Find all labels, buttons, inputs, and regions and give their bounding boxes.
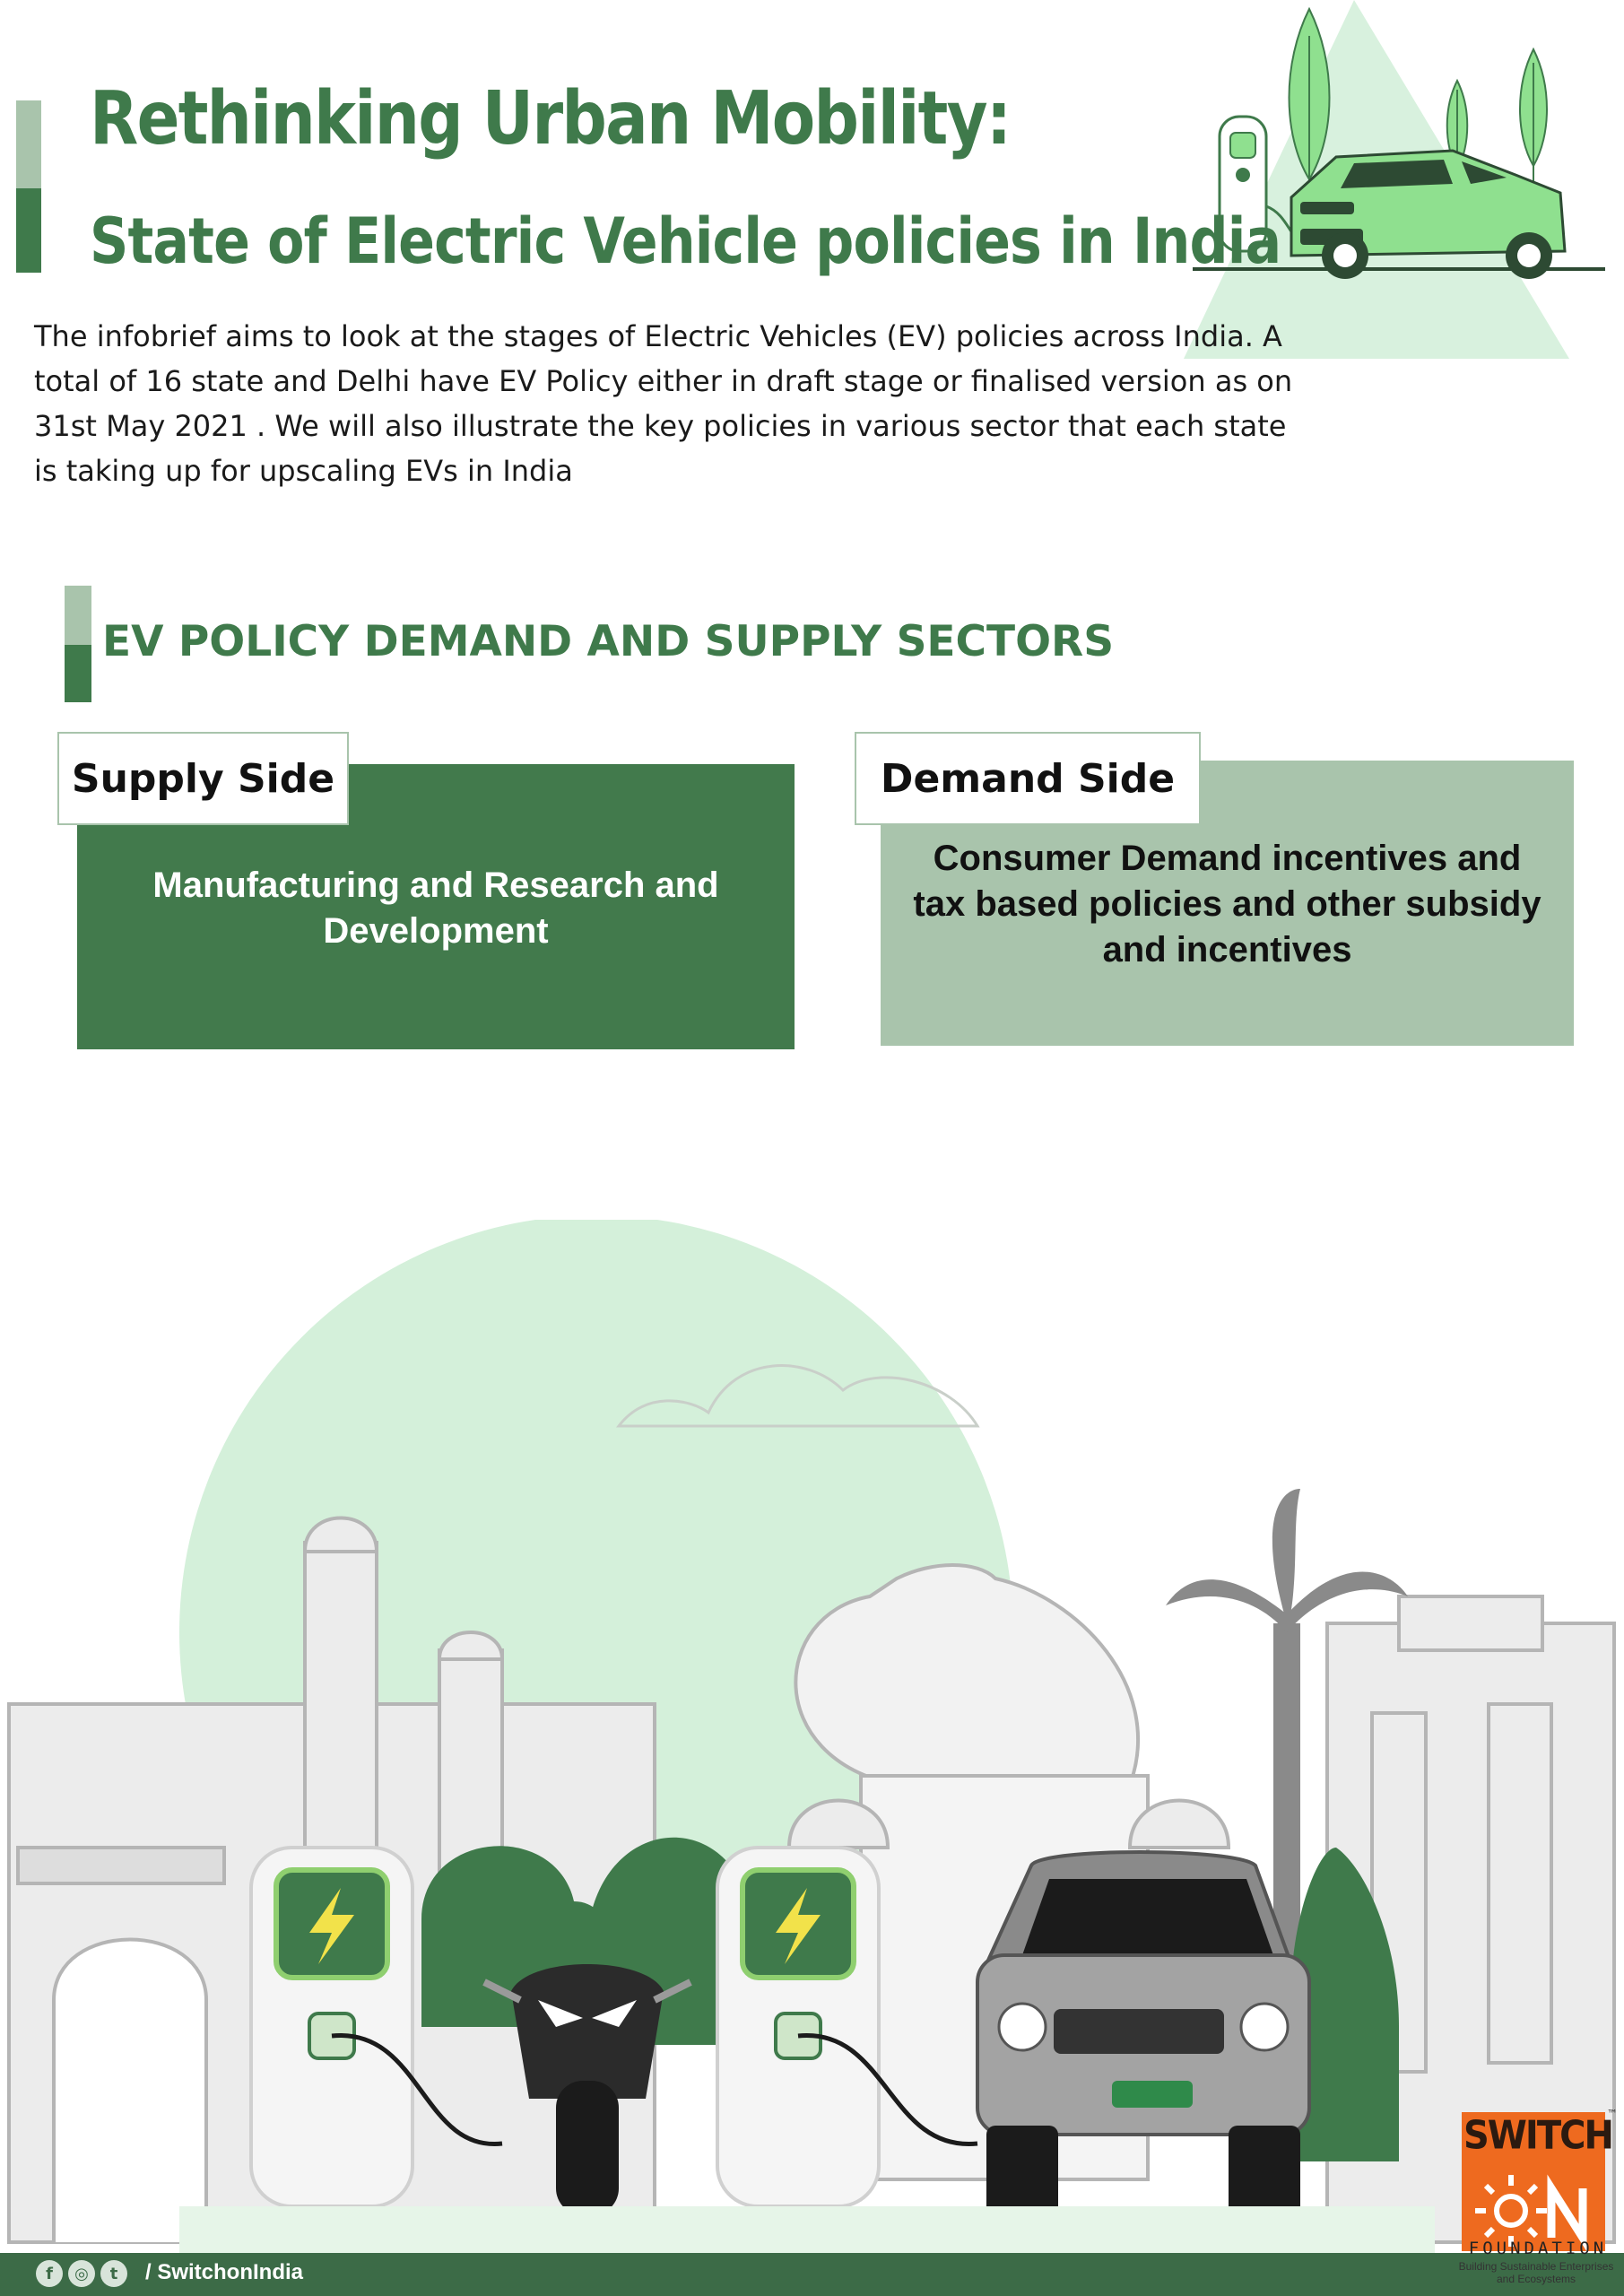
instagram-icon[interactable]: ◎ xyxy=(68,2260,95,2287)
demand-side-description: Consumer Demand incentives and tax based policies and other subsidy and incentives xyxy=(913,839,1541,970)
twitter-icon[interactable]: t xyxy=(100,2260,127,2287)
facebook-icon[interactable]: f xyxy=(36,2260,63,2287)
section-accent-bar xyxy=(65,586,91,702)
logo-tagline: Building Sustainable Enterprises and Ecosystems xyxy=(1458,2260,1614,2285)
page-subtitle: State of Electric Vehicle policies in India xyxy=(90,204,1281,278)
demand-side-label: Demand Side xyxy=(855,732,1201,825)
city-skyline-ev-illustration xyxy=(0,1220,1624,2253)
social-links xyxy=(36,2260,127,2287)
title-accent-bar xyxy=(16,100,41,273)
charging-station-icon xyxy=(251,1848,413,2206)
intro-paragraph: The infobrief aims to look at the stages of Electric Vehicles (EV) policies across India. A total of 16 state and Delhi have EV Policy either in draft stage or finalised version as on 31st May 2021 . We will also illustrate the key policies in various sector that each state is taking up for upscaling EVs in India xyxy=(34,319,1293,488)
page-title: Rethinking Urban Mobility: xyxy=(90,76,1011,161)
trademark-symbol: ™ xyxy=(1607,2108,1618,2120)
supply-side-label: Supply Side xyxy=(57,732,349,825)
social-handle: / SwitchonIndia xyxy=(145,2260,304,2284)
supply-side-description: Manufacturing and Research and Development xyxy=(152,865,719,951)
ev-car-charging-illustration xyxy=(1184,0,1624,368)
section-heading: EV POLICY DEMAND AND SUPPLY SECTORS xyxy=(102,617,1115,666)
logo-foundation-text: FOUNDATION xyxy=(1468,2239,1608,2258)
logo-wordmark: SWITCH xyxy=(1463,2112,1612,2159)
charging-station-icon xyxy=(717,1848,879,2206)
